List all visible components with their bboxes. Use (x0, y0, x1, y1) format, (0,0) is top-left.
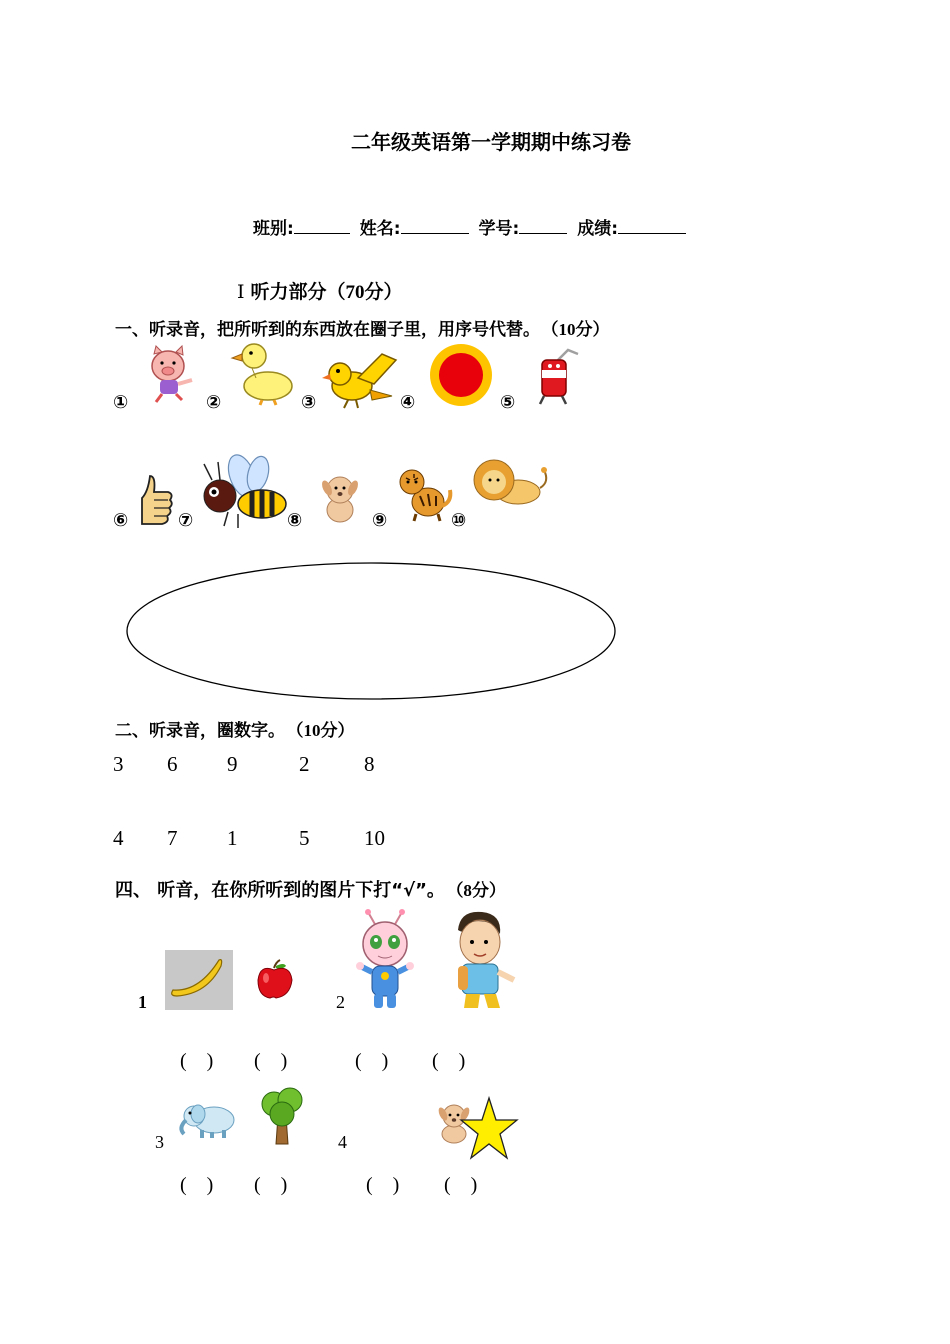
number-option[interactable]: 9 (227, 752, 238, 776)
number-option[interactable]: 6 (167, 752, 178, 776)
student-info-line (253, 214, 690, 239)
id-label: 学号: (478, 219, 520, 239)
number-option[interactable]: 1 (227, 826, 238, 850)
dog-icon (318, 472, 362, 524)
name-blank[interactable] (401, 215, 469, 234)
number-option[interactable]: 4 (113, 826, 124, 850)
number-option[interactable]: 5 (299, 826, 310, 850)
number-option[interactable]: 3 (113, 752, 124, 776)
item-num-1: ① (113, 392, 129, 413)
bee-icon (198, 454, 290, 530)
answer-circle[interactable] (126, 562, 618, 702)
answer-paren[interactable]: ( ) (180, 1174, 214, 1196)
part1-roman: I (237, 281, 245, 303)
question-num-4: 4 (338, 1132, 347, 1152)
section1-score: （10分） (550, 320, 610, 339)
section4-score: （8分） (454, 881, 506, 900)
score-label: 成绩: (577, 219, 619, 239)
answer-paren[interactable]: ( ) (180, 1050, 214, 1072)
section2-heading-text: 二、听录音，圈数字。 (115, 721, 285, 741)
item-num-9: ⑨ (372, 510, 388, 531)
item-num-2: ② (206, 392, 222, 413)
item-num-6: ⑥ (113, 510, 129, 531)
elephant-icon (178, 1100, 238, 1140)
tree-icon (260, 1086, 304, 1146)
part1-heading (237, 277, 403, 304)
number-option[interactable]: 2 (299, 752, 310, 776)
alien-icon (354, 910, 416, 1010)
class-label: 班别: (253, 219, 294, 239)
name-label: 姓名: (359, 219, 401, 239)
tiger-icon (396, 466, 454, 522)
part1-label: 听力部分 (250, 281, 327, 303)
question-num-1: 1 (138, 992, 147, 1012)
id-blank[interactable] (519, 215, 567, 234)
banana-icon (165, 950, 233, 1010)
section1-heading-text: 一、听录音，把所听到的东西放在圈子里，用序号代替。 (115, 320, 540, 340)
part1-score: （70分） (326, 282, 403, 303)
lion-icon (472, 458, 552, 508)
pig-icon (146, 344, 198, 404)
answer-paren[interactable]: ( ) (254, 1174, 288, 1196)
sun-icon (428, 344, 494, 406)
section2-score: （10分） (295, 721, 355, 740)
item-num-7: ⑦ (178, 510, 194, 531)
number-option[interactable]: 7 (167, 826, 178, 850)
star-icon (460, 1096, 518, 1162)
answer-paren[interactable]: ( ) (432, 1050, 466, 1072)
answer-paren[interactable]: ( ) (355, 1050, 389, 1072)
item-num-4: ④ (400, 392, 416, 413)
question-num-2: 2 (336, 992, 345, 1012)
answer-paren[interactable]: ( ) (254, 1050, 288, 1072)
score-blank[interactable] (618, 215, 686, 234)
section4-heading-text: 四、 听音，在你所听到的图片下打“√”。 (115, 880, 445, 901)
number-option[interactable]: 10 (364, 826, 385, 850)
question-num-3: 3 (155, 1132, 164, 1152)
item-num-10: ⑩ (451, 510, 467, 531)
answer-paren[interactable]: ( ) (444, 1174, 478, 1196)
item-num-3: ③ (301, 392, 317, 413)
section2-heading (115, 716, 355, 741)
page-title: 二年级英语第一学期期中练习卷 (351, 130, 631, 154)
boy-icon (444, 908, 522, 1010)
answer-paren[interactable]: ( ) (366, 1174, 400, 1196)
item-num-5: ⑤ (500, 392, 516, 413)
item-num-8: ⑧ (287, 510, 303, 531)
cola-can-icon (534, 350, 580, 408)
thumbs-up-icon (136, 474, 176, 526)
apple-icon (256, 960, 294, 1000)
number-option[interactable]: 8 (364, 752, 375, 776)
bird-icon (322, 350, 398, 410)
section1-heading (115, 315, 610, 340)
section4-heading (115, 876, 506, 902)
class-blank[interactable] (294, 215, 350, 234)
duck-icon (232, 338, 296, 406)
